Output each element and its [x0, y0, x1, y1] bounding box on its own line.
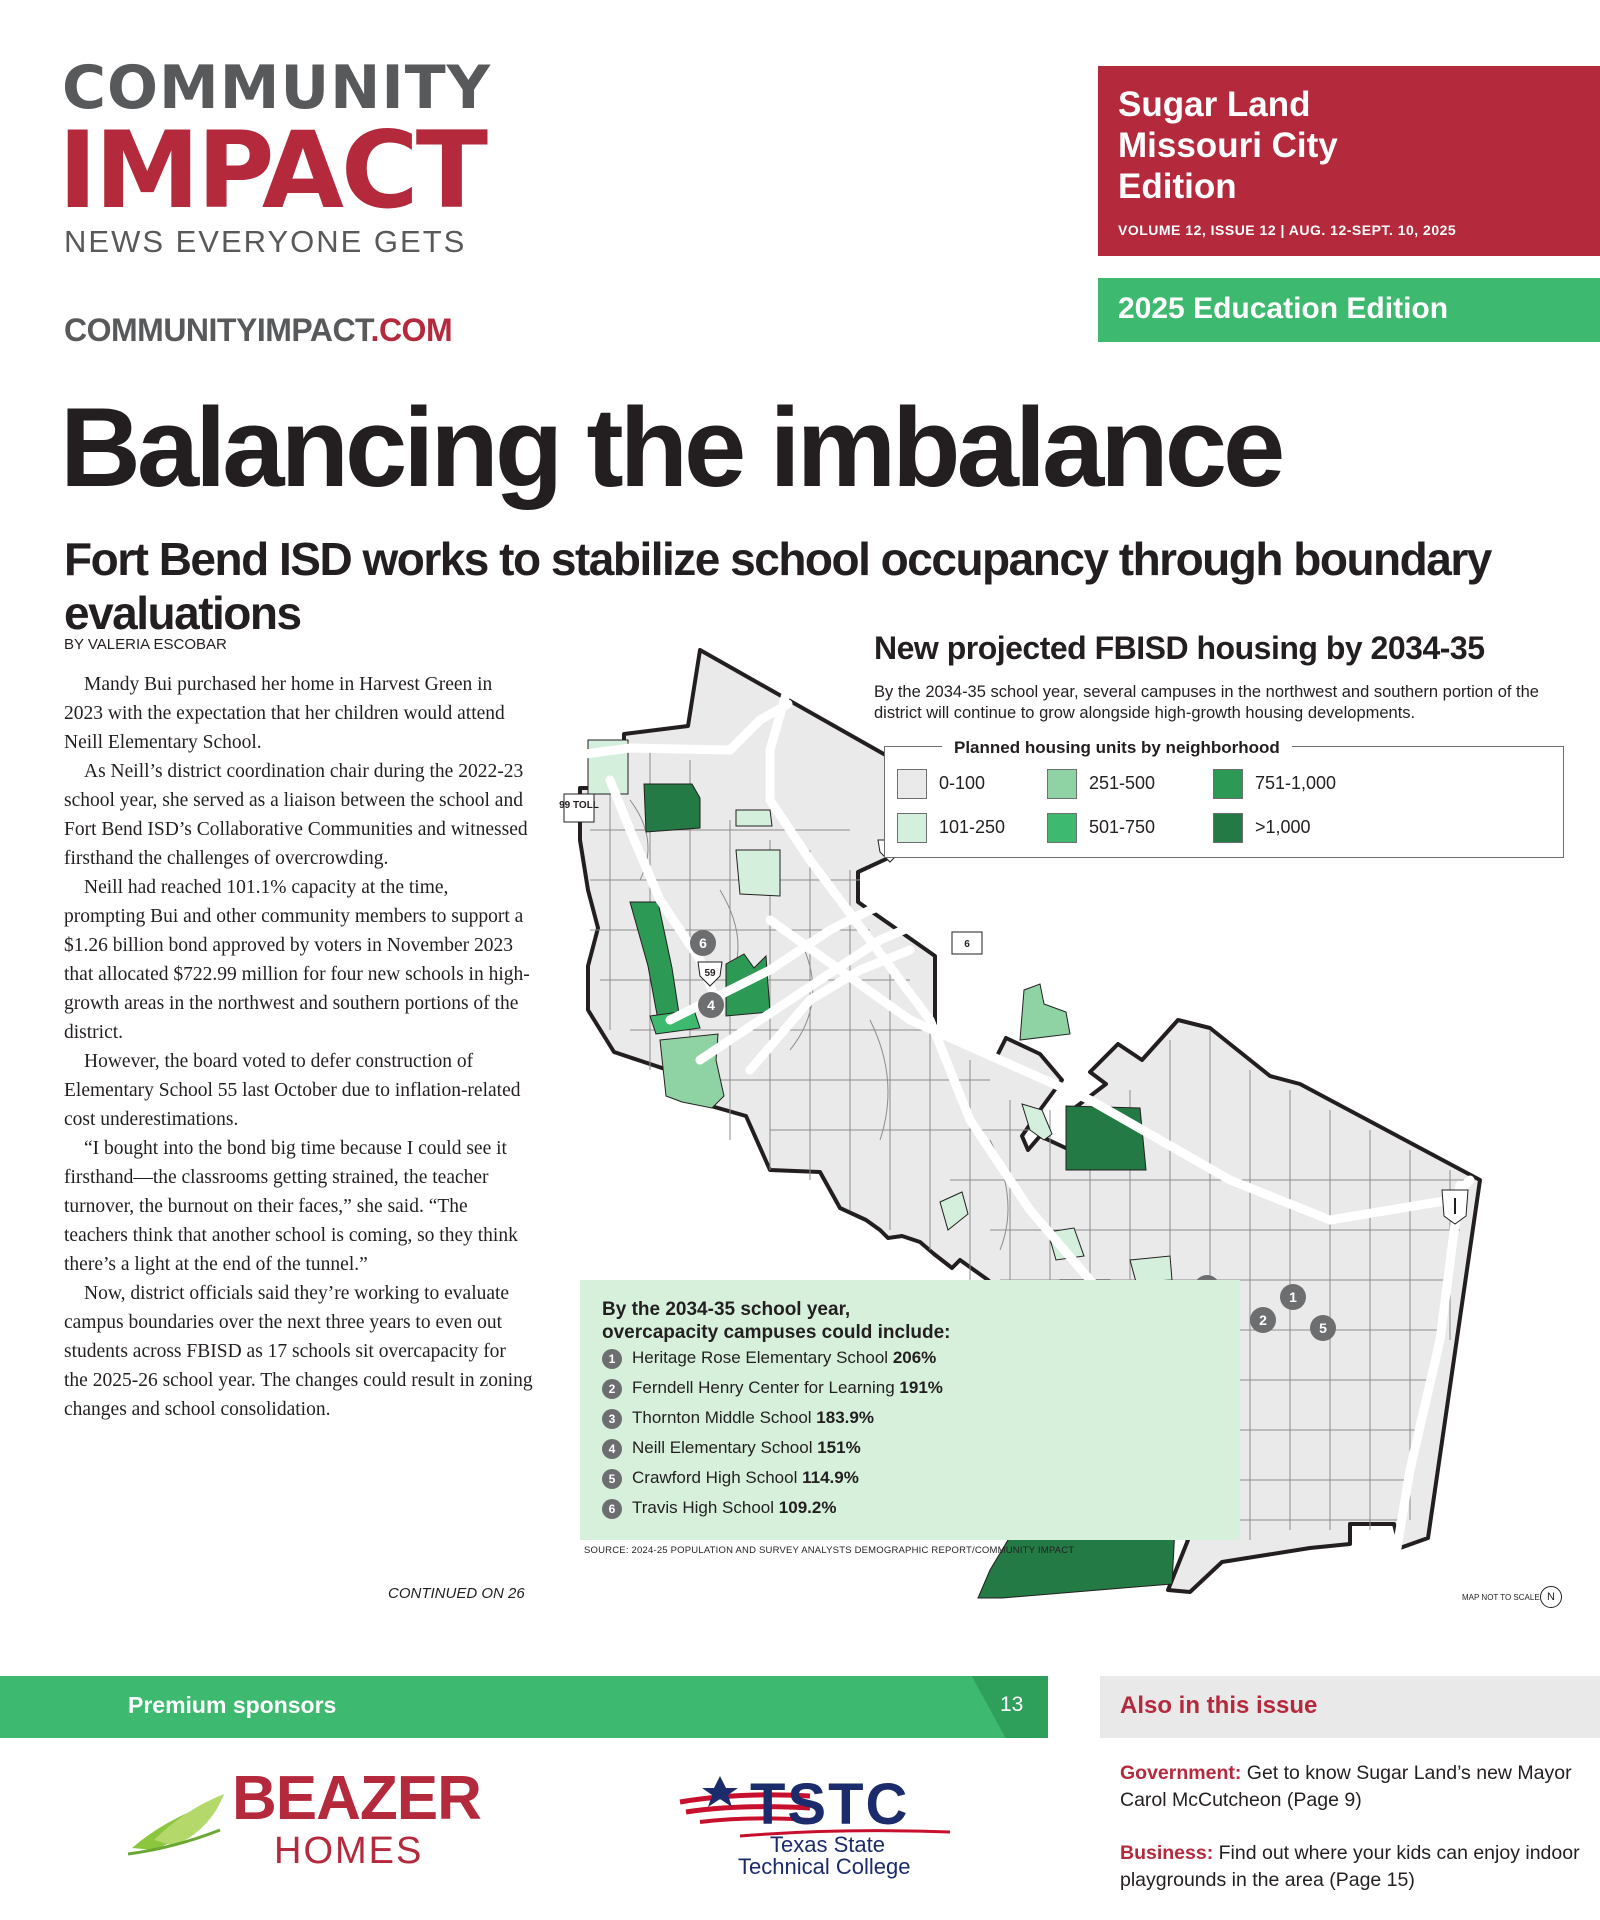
map-scale-note: MAP NOT TO SCALE: [1462, 1593, 1540, 1602]
logo-community-text: COMMUNITY: [62, 53, 492, 123]
overcapacity-item: [602, 1378, 943, 1399]
item-number: 1: [602, 1349, 622, 1369]
legend-item: [1213, 813, 1363, 843]
legend-label: 0-100: [939, 773, 986, 793]
map-marker-4: [698, 992, 724, 1018]
edition-name: Sugar Land Missouri City Edition: [1118, 85, 1338, 206]
graphic-title: New projected FBISD housing by 2034-35: [874, 630, 1485, 666]
beazer-leaf-icon[interactable]: [124, 1790, 234, 1860]
tstc-name-line2: Technical College: [738, 1854, 911, 1879]
legend-item: [1213, 769, 1363, 799]
highway-6-shield: [952, 932, 982, 954]
hw-6-label: 6: [964, 939, 970, 950]
graphic-description: By the 2034-35 school year, several campuses in the northwest and southern portion of the district will continue to grow alongside high-growth housing developments.: [874, 683, 1539, 722]
also-item-text: Find out where your kids can enjoy indoor playgrounds in the area (Page 15): [1120, 1842, 1580, 1891]
school-name: Travis High School: [632, 1498, 775, 1517]
legend-swatch: [1047, 813, 1077, 843]
marker-label: 2: [1250, 1307, 1276, 1333]
site-url-suffix: .COM: [370, 312, 453, 348]
neighborhood-101-250: [736, 810, 772, 826]
special-edition-label: 2025 Education Edition: [1118, 292, 1449, 325]
article-paragraph: “I bought into the bond big time because I could see it firsthand—the classrooms getting strained, the teacher turnover, the burnout on their faces,” she said. “The teachers think that another school is coming, so they think there’s a light at the end of the tunnel.”: [64, 1138, 518, 1275]
school-pct: 206%: [892, 1348, 937, 1367]
map-marker-6: [690, 930, 716, 956]
school-pct: 109.2%: [778, 1498, 837, 1517]
also-item-category: Government:: [1120, 1762, 1242, 1784]
continued-link[interactable]: CONTINUED ON 26: [388, 1585, 525, 1602]
logo-impact-text: IMPACT: [58, 109, 486, 232]
legend-swatch: [897, 769, 927, 799]
neighborhood-101-250: [736, 850, 780, 896]
marker-label: 4: [698, 992, 724, 1018]
logo-tagline: NEWS EVERYONE GETS: [64, 224, 467, 259]
item-number: 3: [602, 1409, 622, 1429]
tstc-mark-text: TSTC: [750, 1772, 910, 1837]
school-name: Crawford High School: [632, 1468, 798, 1487]
legend-swatch: [1047, 769, 1077, 799]
item-number: 5: [602, 1469, 622, 1489]
north-arrow-icon: N: [1540, 1586, 1562, 1608]
headline: Balancing the imbalance: [60, 385, 1282, 510]
article-paragraph: However, the board voted to defer construction of Elementary School 55 last October due to inflation-related cost underestimations.: [64, 1051, 521, 1130]
neighborhood-101-250: [1130, 1256, 1172, 1282]
edition-box: [1098, 66, 1600, 256]
article-paragraph: Now, district officials said they’re working to evaluate campus boundaries over the next three years to even out students across FBISD as 17 schools sit overcapacity for the 2025-26 school year. The changes could result in zoning changes and school consolidation.: [64, 1283, 533, 1420]
item-number: 2: [602, 1379, 622, 1399]
school-pct: 183.9%: [816, 1408, 874, 1427]
legend-swatch: [1213, 813, 1243, 843]
marker-label: 5: [1310, 1315, 1336, 1341]
neighborhood-1000-plus: [1066, 1106, 1146, 1170]
also-item-business[interactable]: [1120, 1840, 1580, 1894]
issue-info: VOLUME 12, ISSUE 12 | AUG. 12-SEPT. 10, 2025: [1118, 222, 1457, 238]
subheadline: Fort Bend ISD works to stabilize school occupancy through boundary evaluations: [64, 533, 1491, 639]
article-paragraph: As Neill’s district coordination chair during the 2022-23 school year, she served as a liaison between the school and Fort Bend ISD’s Collaborative Communities and witnessed firsthand the challenges of overcrowding.: [64, 761, 528, 869]
site-url-main: COMMUNITYIMPACT: [64, 312, 371, 348]
legend-item: [897, 813, 1047, 843]
legend-label: 251-500: [1089, 773, 1156, 793]
legend-item: [897, 769, 1047, 799]
page-number: 13: [1000, 1693, 1024, 1716]
also-in-issue-title: Also in this issue: [1120, 1692, 1318, 1719]
tstc-name-line1: Texas State: [770, 1832, 885, 1857]
special-edition-banner: [1098, 278, 1600, 342]
hw-99-label: 99 TOLL: [559, 800, 599, 811]
article-paragraph: Mandy Bui purchased her home in Harvest Green in 2023 with the expectation that her children would attend Neill Elementary School.: [64, 674, 505, 753]
overcapacity-item: [602, 1498, 836, 1519]
highway-99-shield: [559, 794, 599, 822]
legend-label: >1,000: [1255, 817, 1311, 837]
legend-title: Planned housing units by neighborhood: [942, 738, 1292, 758]
beazer-logo-sub: HOMES: [274, 1830, 424, 1872]
legend: [884, 746, 1564, 858]
site-url[interactable]: [64, 312, 452, 349]
overcapacity-item: [602, 1468, 859, 1489]
legend-label: 501-750: [1089, 817, 1156, 837]
map-marker-2: [1250, 1307, 1276, 1333]
legend-swatch: [897, 813, 927, 843]
school-pct: 191%: [899, 1378, 943, 1397]
legend-item: [1047, 813, 1197, 843]
hw-59-label: 59: [704, 968, 716, 979]
beazer-logo-name[interactable]: BEAZER: [232, 1764, 481, 1833]
map-marker-1: [1280, 1284, 1306, 1310]
overcapacity-item: [602, 1438, 861, 1459]
marker-label: 6: [690, 930, 716, 956]
item-number: 6: [602, 1499, 622, 1519]
tstc-logo-mark[interactable]: [680, 1762, 960, 1842]
overcapacity-item: [602, 1348, 936, 1369]
article-paragraph: Neill had reached 101.1% capacity at the time, prompting Bui and other community members to support a $1.26 billion bond approved by voters in November 2023 that allocated $722.99 million for four new schools in high-growth areas in the northwest and southern portions of the district.: [64, 877, 530, 1043]
school-name: Neill Elementary School: [632, 1438, 813, 1457]
neighborhood-1000-plus: [644, 784, 700, 832]
also-item-category: Business:: [1120, 1842, 1214, 1864]
legend-item: [1047, 769, 1197, 799]
legend-swatch: [1213, 769, 1243, 799]
graphic-source: SOURCE: 2024-25 POPULATION AND SURVEY ANALYSTS DEMOGRAPHIC REPORT/COMMUNITY IMPACT: [584, 1545, 1075, 1556]
neighborhood-251-500: [1020, 984, 1070, 1040]
byline: BY VALERIA ESCOBAR: [64, 636, 227, 653]
school-name: Thornton Middle School: [632, 1408, 812, 1427]
article-body: [64, 670, 534, 1424]
marker-label: 1: [1280, 1284, 1306, 1310]
item-number: 4: [602, 1439, 622, 1459]
legend-label: 751-1,000: [1255, 773, 1337, 793]
map-marker-5: [1310, 1315, 1336, 1341]
sponsors-label: Premium sponsors: [128, 1692, 337, 1718]
school-name: Ferndell Henry Center for Learning: [632, 1378, 895, 1397]
school-name: Heritage Rose Elementary School: [632, 1348, 889, 1367]
overcapacity-title: By the 2034-35 school year, overcapacity campuses could include:: [602, 1299, 951, 1343]
overcapacity-item: [602, 1408, 874, 1429]
school-pct: 114.9%: [802, 1468, 859, 1487]
also-item-text: Get to know Sugar Land’s new Mayor Carol McCutcheon (Page 9): [1120, 1762, 1572, 1811]
school-pct: 151%: [817, 1438, 861, 1457]
legend-label: 101-250: [939, 817, 1006, 837]
also-item-government[interactable]: [1120, 1760, 1580, 1814]
